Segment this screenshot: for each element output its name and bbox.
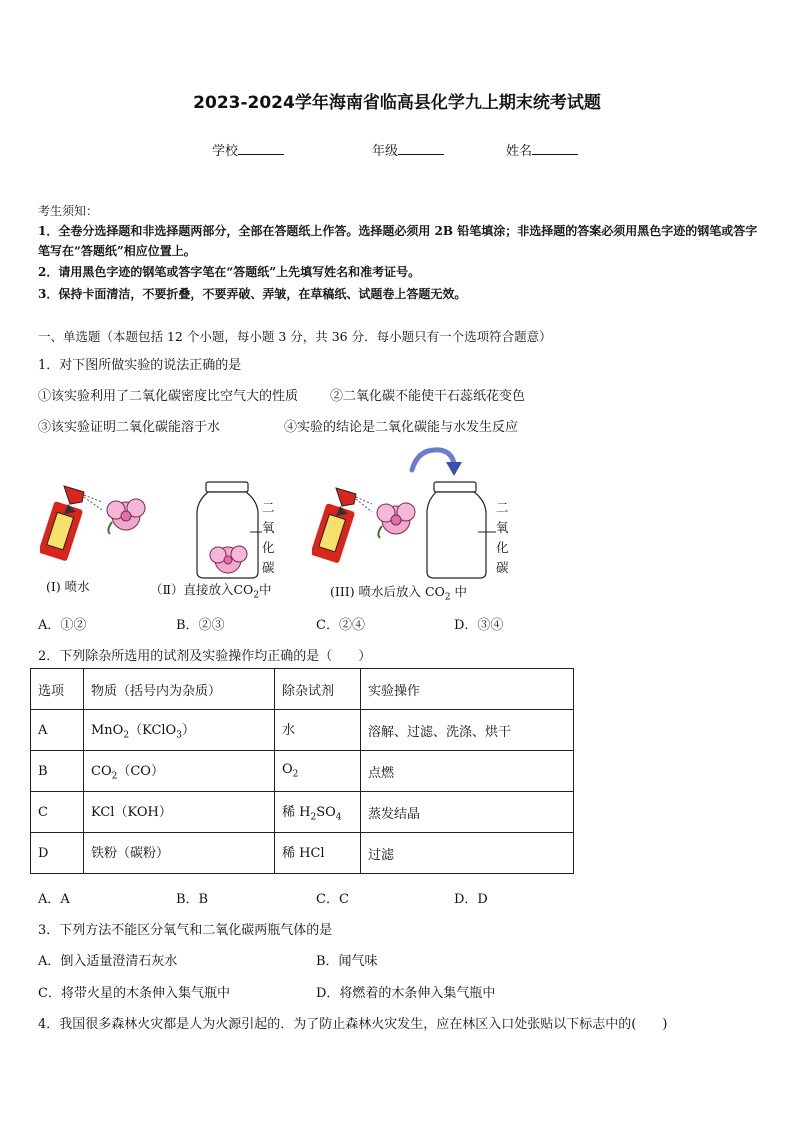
page-title: 2023-2024学年海南省临高县化学九上期末统考试题 <box>193 93 601 113</box>
row-operation: 蒸发结晶 <box>361 792 574 833</box>
q2-table <box>30 668 574 874</box>
name-blank <box>532 142 578 155</box>
q1-stem: 1．对下图所做实验的说法正确的是 <box>38 358 242 373</box>
row-option: B <box>31 751 84 792</box>
empty-gas-jar-figure <box>424 480 504 580</box>
gas-jar-icon <box>427 482 486 578</box>
row-substance: $CO_2(CO)$ <box>84 751 275 792</box>
q3-option-a[interactable]: A．倒入适量澄清石灰水 <box>38 954 178 969</box>
flower-icon <box>377 503 415 538</box>
notice-item-2: 2．请用黑色字迹的钢笔或答字笔在“答题纸”上先填写姓名和准考证号。 <box>38 265 421 279</box>
q3-option-b[interactable]: B．闻气味 <box>316 954 378 969</box>
flower-icon <box>107 499 145 534</box>
row-substance: KCl（KOH） <box>84 792 275 833</box>
q1-option-a[interactable]: A．①② <box>38 618 87 633</box>
row-operation: 点燃 <box>361 751 574 792</box>
table-header-row <box>31 669 574 710</box>
q1-statement-4: ④实验的结论是二氧化碳能与水发生反应 <box>284 420 519 435</box>
jar-label-2: 二氧化碳 <box>496 500 509 575</box>
q4-stem: 4．我国很多森林火灾都是人为火源引起的．为了防止森林火灾发生，应在林区入口处张贴以下标志中的( ) <box>38 1017 668 1032</box>
q3-option-c[interactable]: C．将带火星的木条伸入集气瓶中 <box>38 986 230 1001</box>
header-option: 选项 <box>31 669 84 710</box>
q3-option-d[interactable]: D．将燃着的木条伸入集气瓶中 <box>316 986 496 1001</box>
caption-3-sub: 2 <box>444 592 451 603</box>
name-label: 姓名 <box>506 144 533 159</box>
school-blank <box>238 142 284 155</box>
jar-label-1: 二氧化碳 <box>262 500 275 575</box>
row-operation: 溶解、过滤、洗涤、烘干 <box>361 710 574 751</box>
q1-option-c[interactable]: C．②④ <box>316 618 365 633</box>
caption-2-sub: 2 <box>253 590 260 601</box>
notice-item-1: 1．全卷分选择题和非选择题两部分，全部在答题纸上作答。选择题必须用 2B 铅笔填涂；非选择题的答案必须用黑色字迹的钢笔或答字笔写在“答题纸”相应位置上。 <box>38 224 758 258</box>
row-reagent: $O_2$ <box>275 751 361 792</box>
row-option: D <box>31 833 84 874</box>
header-substance: 物质（括号内为杂质） <box>84 669 275 710</box>
q2-option-c[interactable]: C．C <box>316 892 349 907</box>
caption-3-tail: 中 <box>450 584 468 599</box>
notice-item-3: 3．保持卡面清洁，不要折叠，不要弄破、弄皱，在草稿纸、试题卷上答题无效。 <box>38 287 467 301</box>
q1-option-d[interactable]: D．③④ <box>454 618 504 633</box>
header-reagent: 除杂试剂 <box>275 669 361 710</box>
spray-bottle-flower-figure-2 <box>312 480 422 564</box>
row-reagent: 稀 HCl <box>275 833 361 874</box>
q1-option-b[interactable]: B．②③ <box>176 618 225 633</box>
curved-arrow-icon <box>404 444 466 480</box>
notice-heading: 考生须知： <box>38 204 99 218</box>
caption-2-text: （Ⅱ）直接放入CO <box>150 582 254 597</box>
school-label: 学校 <box>212 144 239 159</box>
grade-label: 年级 <box>372 144 399 159</box>
caption-3-text: (III) 喷水后放入 CO <box>330 584 445 599</box>
figure-caption-1: (I) 喷水 <box>46 579 90 594</box>
q1-statement-2: ②二氧化碳不能使干石蕊纸花变色 <box>330 389 526 404</box>
table-row <box>31 751 574 792</box>
section-heading: 一、单选题（本题包括 12 个小题，每小题 3 分，共 36 分．每小题只有一个选项符合题意） <box>38 329 552 344</box>
row-reagent: 稀 $H_2SO_4$ <box>275 792 361 833</box>
figure-caption-2 <box>150 580 272 601</box>
q1-statement-3: ③该实验证明二氧化碳能溶于水 <box>38 420 221 435</box>
grade-field <box>372 140 444 159</box>
row-substance: 铁粉（碳粉） <box>84 833 275 874</box>
q3-stem: 3．下列方法不能区分氧气和二氧化碳两瓶气体的是 <box>38 923 333 938</box>
table-row <box>31 833 574 874</box>
q2-stem: 2．下列除杂所选用的试剂及实验操作均正确的是（ ） <box>38 649 372 664</box>
school-field <box>212 140 284 159</box>
spray-bottle-icon <box>40 486 102 562</box>
q2-option-b[interactable]: B．B <box>176 892 209 907</box>
row-reagent: 水 <box>275 710 361 751</box>
grade-blank <box>398 142 444 155</box>
q2-option-a[interactable]: A．A <box>38 892 70 907</box>
caption-2-tail: 中 <box>259 582 272 597</box>
header-operation: 实验操作 <box>361 669 574 710</box>
spray-bottle-icon <box>312 488 372 564</box>
figure-caption-3 <box>330 582 467 603</box>
name-field <box>506 140 578 159</box>
table-row <box>31 792 574 833</box>
row-substance: MnO$_2$（KClO$_3$） <box>84 710 275 751</box>
row-operation: 过滤 <box>361 833 574 874</box>
row-option: A <box>31 710 84 751</box>
spray-bottle-flower-figure <box>40 478 152 562</box>
q2-option-d[interactable]: D．D <box>454 892 488 907</box>
table-row <box>31 710 574 751</box>
q1-statement-1: ①该实验利用了二氧化碳密度比空气大的性质 <box>38 389 299 404</box>
row-option: C <box>31 792 84 833</box>
